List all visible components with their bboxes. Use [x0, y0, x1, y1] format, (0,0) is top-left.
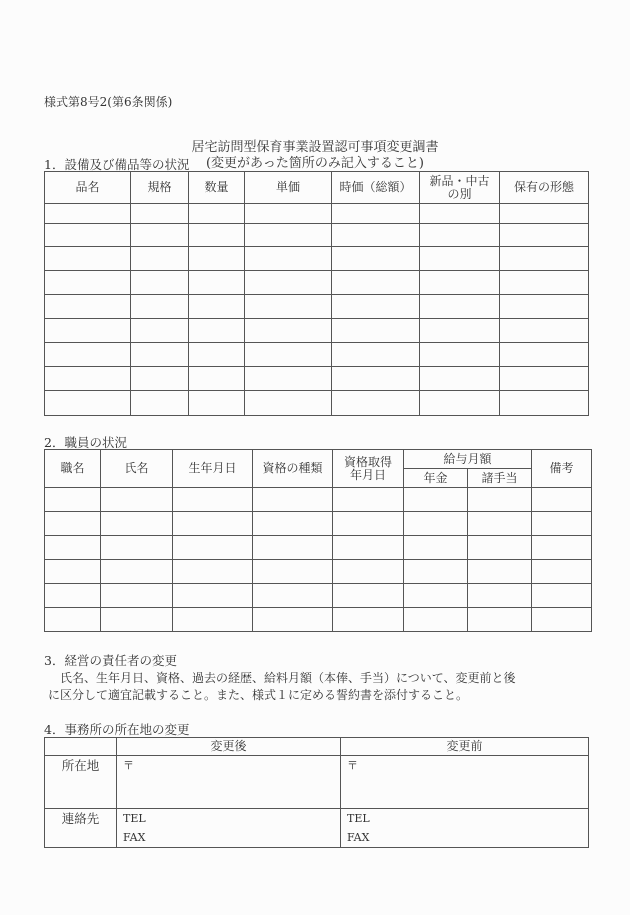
- table-cell[interactable]: [420, 204, 500, 224]
- header-new-used-line1: 新品・中古: [429, 173, 490, 188]
- contact-after-field[interactable]: [117, 809, 341, 848]
- table-cell[interactable]: [420, 224, 500, 247]
- header-monthly-salary: 給与月額: [404, 450, 532, 469]
- table-cell[interactable]: [173, 488, 253, 512]
- section2-heading: 2．職員の状況: [44, 435, 127, 450]
- table-cell[interactable]: [404, 488, 468, 512]
- header-qualification: 資格の種類: [253, 450, 333, 488]
- header-spec: 規格: [131, 172, 189, 204]
- table-cell[interactable]: [420, 343, 500, 367]
- table-cell[interactable]: [332, 319, 420, 343]
- table-cell[interactable]: [332, 295, 420, 319]
- address-label: 所在地: [45, 756, 117, 809]
- table-cell[interactable]: [420, 247, 500, 271]
- table-cell[interactable]: [45, 367, 131, 391]
- table-cell[interactable]: [500, 204, 589, 224]
- header-birthdate: 生年月日: [173, 450, 253, 488]
- table-cell[interactable]: [253, 560, 333, 584]
- table-cell[interactable]: [420, 367, 500, 391]
- address-row: [45, 756, 589, 809]
- table-cell[interactable]: [45, 319, 131, 343]
- table-cell[interactable]: [333, 608, 404, 632]
- table-row: [45, 204, 589, 224]
- table-cell[interactable]: [45, 584, 101, 608]
- table-header-row: [45, 172, 589, 204]
- table-row: [45, 319, 589, 343]
- table-cell[interactable]: [245, 343, 332, 367]
- table-cell[interactable]: [45, 204, 131, 224]
- table-cell[interactable]: [532, 608, 592, 632]
- table-cell[interactable]: [245, 204, 332, 224]
- table-row: [45, 271, 589, 295]
- table-cell[interactable]: [131, 319, 189, 343]
- table-cell[interactable]: [420, 391, 500, 416]
- table-cell[interactable]: [45, 295, 131, 319]
- table-cell[interactable]: [45, 343, 131, 367]
- fax-label-before: FAX: [347, 831, 370, 844]
- table-cell[interactable]: [500, 271, 589, 295]
- table-cell[interactable]: [101, 512, 173, 536]
- table-cell[interactable]: [45, 512, 101, 536]
- table-cell[interactable]: [468, 512, 532, 536]
- table-cell[interactable]: [189, 247, 245, 271]
- contact-row: [45, 809, 589, 848]
- table-cell[interactable]: [500, 391, 589, 416]
- table-cell[interactable]: [45, 224, 131, 247]
- table-cell[interactable]: [500, 343, 589, 367]
- table-cell[interactable]: [45, 271, 131, 295]
- table-cell[interactable]: [131, 295, 189, 319]
- table-row: [45, 536, 592, 560]
- table-cell[interactable]: [333, 512, 404, 536]
- header-quantity: 数量: [189, 172, 245, 204]
- table-cell[interactable]: [173, 584, 253, 608]
- table-cell[interactable]: [532, 512, 592, 536]
- form-number: 様式第8号2(第6条関係): [44, 95, 173, 109]
- table-cell[interactable]: [253, 536, 333, 560]
- header-name: 氏名: [101, 450, 173, 488]
- table-header-row: [45, 450, 592, 469]
- table-cell[interactable]: [189, 295, 245, 319]
- table-cell[interactable]: [245, 271, 332, 295]
- table-row: [45, 391, 589, 416]
- header-new-used-line2: の別: [447, 186, 472, 201]
- table-cell[interactable]: [253, 608, 333, 632]
- table-cell[interactable]: [333, 560, 404, 584]
- table-cell[interactable]: [189, 391, 245, 416]
- table-cell[interactable]: [468, 608, 532, 632]
- equipment-table: [44, 171, 589, 416]
- section3-heading: 3．経営の責任者の変更: [44, 653, 177, 668]
- table-cell[interactable]: [245, 367, 332, 391]
- table-cell[interactable]: [173, 560, 253, 584]
- postal-mark-before: 〒: [347, 759, 358, 772]
- header-qualification-date-line2: 年月日: [349, 467, 386, 482]
- table-cell[interactable]: [245, 224, 332, 247]
- header-ownership: 保有の形態: [500, 172, 589, 204]
- section4-heading: 4．事務所の所在地の変更: [44, 722, 190, 737]
- header-salary-allowances: 諸手当: [468, 469, 532, 488]
- table-cell[interactable]: [500, 319, 589, 343]
- table-cell[interactable]: [45, 488, 101, 512]
- table-cell[interactable]: [45, 560, 101, 584]
- table-row: [45, 608, 592, 632]
- table-cell[interactable]: [420, 271, 500, 295]
- table-cell[interactable]: [131, 367, 189, 391]
- table-row: [45, 295, 589, 319]
- header-qualification-date-line1: 資格取得: [343, 454, 392, 469]
- contact-before-field[interactable]: [341, 809, 589, 848]
- table-cell[interactable]: [468, 536, 532, 560]
- table-row: [45, 512, 592, 536]
- table-cell[interactable]: [468, 560, 532, 584]
- table-cell[interactable]: [189, 319, 245, 343]
- contact-label: 連絡先: [45, 809, 117, 848]
- header-before-change: 変更前: [341, 738, 589, 756]
- table-cell[interactable]: [131, 224, 189, 247]
- fax-label-after: FAX: [123, 831, 146, 844]
- table-cell[interactable]: [245, 295, 332, 319]
- postal-mark-after: 〒: [123, 759, 134, 772]
- table-cell[interactable]: [189, 271, 245, 295]
- document-title: 居宅訪問型保育事業設置認可事項変更調書: [191, 140, 439, 155]
- office-location-table: [44, 737, 589, 848]
- table-row: [45, 247, 589, 271]
- table-row: [45, 560, 592, 584]
- table-cell[interactable]: [404, 536, 468, 560]
- table-cell[interactable]: [101, 560, 173, 584]
- table-cell[interactable]: [404, 608, 468, 632]
- table-cell[interactable]: [500, 367, 589, 391]
- header-job-title: 職名: [45, 450, 101, 488]
- table-cell[interactable]: [332, 391, 420, 416]
- table-row: [45, 367, 589, 391]
- table-cell[interactable]: [45, 536, 101, 560]
- tel-label-before: TEL: [347, 812, 370, 825]
- header-salary-base: 年金: [404, 469, 468, 488]
- table-cell[interactable]: [500, 224, 589, 247]
- table-cell[interactable]: [532, 560, 592, 584]
- table-row: [45, 584, 592, 608]
- table-cell[interactable]: [131, 271, 189, 295]
- table-cell[interactable]: [173, 536, 253, 560]
- table-cell[interactable]: [333, 488, 404, 512]
- address-before-field[interactable]: [341, 756, 589, 809]
- address-after-field[interactable]: [117, 756, 341, 809]
- table-cell[interactable]: [101, 488, 173, 512]
- staff-table: [44, 449, 592, 632]
- table-cell[interactable]: [45, 608, 101, 632]
- table-cell[interactable]: [420, 295, 500, 319]
- header-item-name: 品名: [45, 172, 131, 204]
- table-cell[interactable]: [468, 488, 532, 512]
- table-cell[interactable]: [332, 204, 420, 224]
- table-cell[interactable]: [333, 584, 404, 608]
- header-remarks: 備考: [532, 450, 592, 488]
- section3-text-line1: 氏名、生年月日、資格、過去の経歴、給料月額（本俸、手当）について、変更前と後: [60, 671, 516, 685]
- tel-label-after: TEL: [123, 812, 146, 825]
- table-cell[interactable]: [189, 367, 245, 391]
- table-cell[interactable]: [245, 391, 332, 416]
- table-row: [45, 224, 589, 247]
- table-cell[interactable]: [332, 224, 420, 247]
- table-cell[interactable]: [404, 584, 468, 608]
- table-cell[interactable]: [45, 391, 131, 416]
- table-cell[interactable]: [131, 204, 189, 224]
- header-new-used: [420, 172, 500, 204]
- table-cell[interactable]: [253, 488, 333, 512]
- header-market-value: 時価（総額）: [332, 172, 420, 204]
- table-cell[interactable]: [173, 608, 253, 632]
- header-qualification-date: [333, 450, 404, 488]
- table-cell[interactable]: [332, 343, 420, 367]
- table-cell[interactable]: [404, 512, 468, 536]
- table-cell[interactable]: [500, 295, 589, 319]
- table-cell[interactable]: [253, 512, 333, 536]
- table-cell[interactable]: [245, 247, 332, 271]
- table-cell[interactable]: [500, 247, 589, 271]
- table-row: [45, 488, 592, 512]
- table-cell[interactable]: [332, 247, 420, 271]
- table-cell[interactable]: [173, 512, 253, 536]
- table-row: [45, 343, 589, 367]
- table-cell[interactable]: [332, 271, 420, 295]
- table-cell[interactable]: [101, 536, 173, 560]
- table-cell[interactable]: [532, 488, 592, 512]
- table-cell[interactable]: [131, 247, 189, 271]
- table-cell[interactable]: [101, 608, 173, 632]
- table-cell[interactable]: [45, 247, 131, 271]
- table-header-row: [45, 738, 589, 756]
- header-blank: [45, 738, 117, 756]
- table-cell[interactable]: [189, 343, 245, 367]
- table-cell[interactable]: [189, 224, 245, 247]
- header-after-change: 変更後: [117, 738, 341, 756]
- table-cell[interactable]: [189, 204, 245, 224]
- table-cell[interactable]: [245, 319, 332, 343]
- table-cell[interactable]: [468, 584, 532, 608]
- section3-text-line2: に区分して適宜記載すること。また、様式１に定める誓約書を添付すること。: [48, 688, 469, 702]
- document-subtitle: (変更があった箇所のみ記入すること): [205, 156, 424, 171]
- section1-heading: 1．設備及び備品等の状況: [44, 157, 190, 172]
- table-cell[interactable]: [101, 584, 173, 608]
- table-cell[interactable]: [420, 319, 500, 343]
- header-unit-price: 単価: [245, 172, 332, 204]
- table-cell[interactable]: [332, 367, 420, 391]
- table-cell[interactable]: [131, 343, 189, 367]
- table-cell[interactable]: [253, 584, 333, 608]
- table-cell[interactable]: [131, 391, 189, 416]
- table-cell[interactable]: [404, 560, 468, 584]
- table-cell[interactable]: [333, 536, 404, 560]
- table-cell[interactable]: [532, 536, 592, 560]
- table-cell[interactable]: [532, 584, 592, 608]
